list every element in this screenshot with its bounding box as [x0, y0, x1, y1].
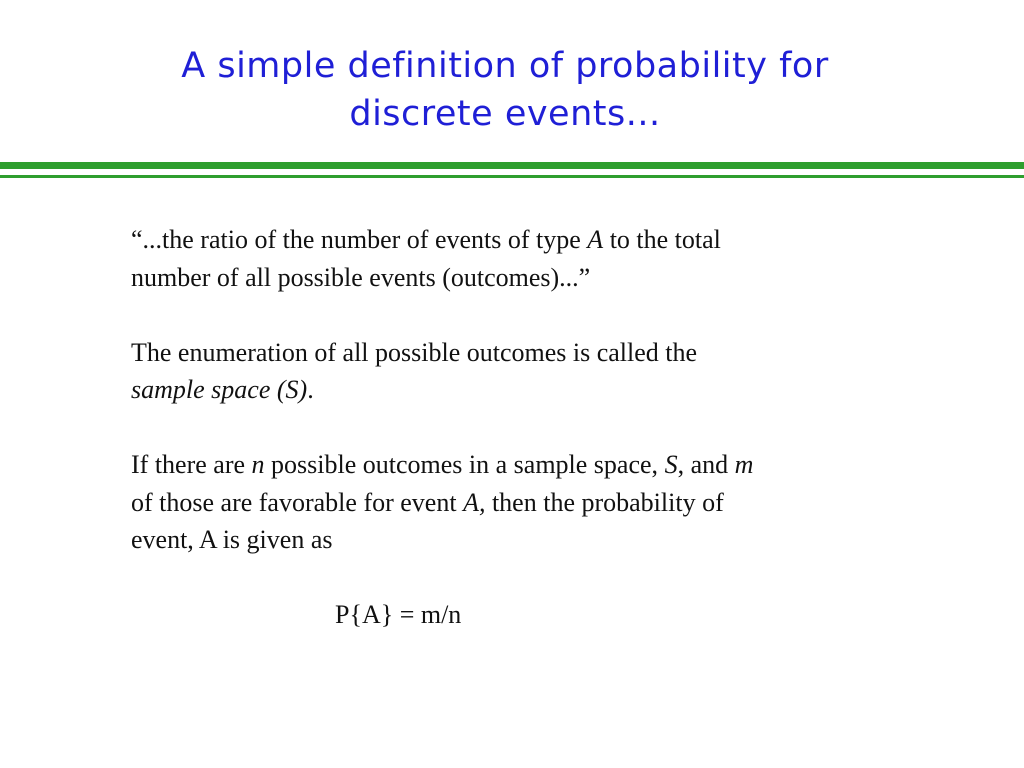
- sample-space-paragraph: [131, 334, 951, 409]
- slide-body: [131, 221, 951, 634]
- prob-text-1b: possible outcomes in a sample space,: [264, 450, 665, 479]
- prob-text-1a: If there are: [131, 450, 252, 479]
- prob-text-2a: of those are favorable for event: [131, 487, 464, 517]
- prob-text-1c: , and: [677, 450, 735, 479]
- sample-space-line-1: The enumeration of all possible outcomes is called the: [131, 337, 698, 367]
- prob-text-2b: then the probability of: [485, 487, 724, 517]
- slide-title-line-2: discrete events...: [349, 94, 661, 134]
- probability-line-3: event, A is given as: [131, 525, 333, 554]
- var-m-italic: m: [734, 450, 754, 479]
- probability-formula: P{A} = m/n: [335, 600, 462, 629]
- quote-paragraph: [131, 221, 951, 296]
- sample-space-term: sample space (S): [131, 375, 308, 404]
- quote-text-end: to the total: [603, 225, 721, 254]
- sample-space-line-2: [131, 371, 951, 409]
- var-n-italic: n: [251, 450, 265, 479]
- title-divider-thick: [0, 162, 1024, 169]
- event-a-italic: A: [587, 225, 604, 254]
- quote-text-start: “...the ratio of the number of events of type: [131, 225, 588, 254]
- slide-title-line-1: A simple definition of probability for: [181, 46, 829, 86]
- probability-paragraph: [131, 446, 951, 559]
- slide-title: [0, 42, 1010, 138]
- formula-paragraph: [131, 596, 951, 634]
- var-a-italic: A,: [463, 487, 486, 517]
- sample-space-period: .: [307, 375, 314, 404]
- probability-line-1: [131, 446, 951, 484]
- quote-line-1: [131, 221, 951, 259]
- var-s-italic: S: [664, 450, 678, 479]
- title-divider-thin: [0, 175, 1024, 178]
- probability-line-2: [131, 484, 951, 522]
- quote-line-2: number of all possible events (outcomes)...”: [131, 262, 591, 292]
